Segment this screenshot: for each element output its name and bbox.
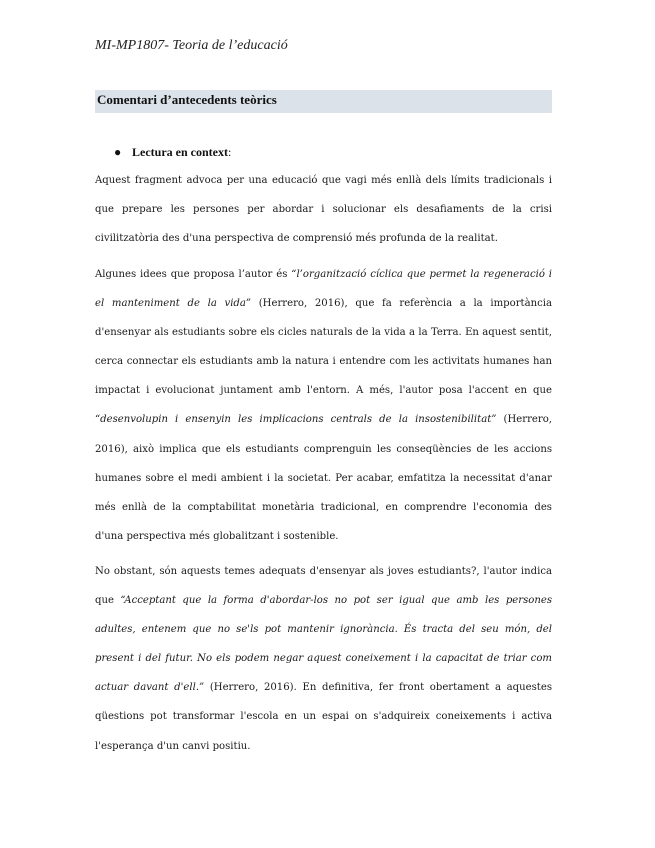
bullet-suffix: : [227,145,232,159]
section-heading-bar [95,90,552,113]
paragraph-2-text-3: (Herrero, 2016), això implica que els estudiants comprenguin les conseqüències de les accions humanes sobre el medi ambient i la societat. Per acabar, emfatitza la necessitat d'anar més enllà de la comptabilitat monetària tradicional, en comprendre l'economia des d'una perspectiva més globalitzant i sostenible. [95,414,552,542]
paragraph-2-text-1: Algunes idees que proposa l’autor és [95,269,292,280]
paragraph-3-text-1: No obstant, són aquests temes adequats d'ensenyar als joves estudiants?, l'autor indica que [95,566,552,607]
paragraph-1: Aquest fragment advoca per una educació que vagi més enllà dels límits tradicionals i que prepare les persones per abordar i solucionar els desafiaments de la crisi civilitzatòria des d'una perspectiva de comprensió més profunda de la realitat. [95,175,552,245]
bullet-label: Lectura en context [132,145,228,159]
document-header: MI-MP1807- Teoria de l’educació [95,38,288,53]
bullet-item [114,145,231,160]
paragraph-2-text-2: (Herrero, 2016), que fa referència a la importància d'ensenyar als estudiants sobre els cicles naturals de la vida a la Terra. En aquest sentit, cerca connectar els estudiants amb la natura i entendre com les activitats humanes han impactat i evolucionat juntament amb l'entorn. A més, l'autor posa l'accent en que [95,298,552,397]
paragraph-2 [95,260,552,551]
bullet-icon: ● [114,145,122,159]
section-title: Comentari d’antecedents teòrics [97,92,277,107]
paragraph-3-text-2: (Herrero, 2016). En definitiva, fer front obertament a aquestes qüestions pot transformar l'escola en un espai on s'adquireix coneixements i activa l'esperança d'un canvi positiu. [95,682,552,752]
paragraph-2-quote-1: “l’organització cíclica que permet la regeneració i el manteniment de la vida” [95,269,552,310]
paragraph-2-quote-2: “desenvolupin i ensenyin les implicacions centrals de la insostenibilitat” [95,414,497,426]
paragraph-3-quote-1: “Acceptant que la forma d'abordar-los no pot ser igual que amb les persones adultes, entenem que no se'ls pot mantenir ignorància. És tracta del seu món, del present i del futur. No els podem negar aquest coneixement i la capacitat de triar com actuar davant d'ell.” [95,595,552,694]
paragraph-3 [95,557,552,761]
